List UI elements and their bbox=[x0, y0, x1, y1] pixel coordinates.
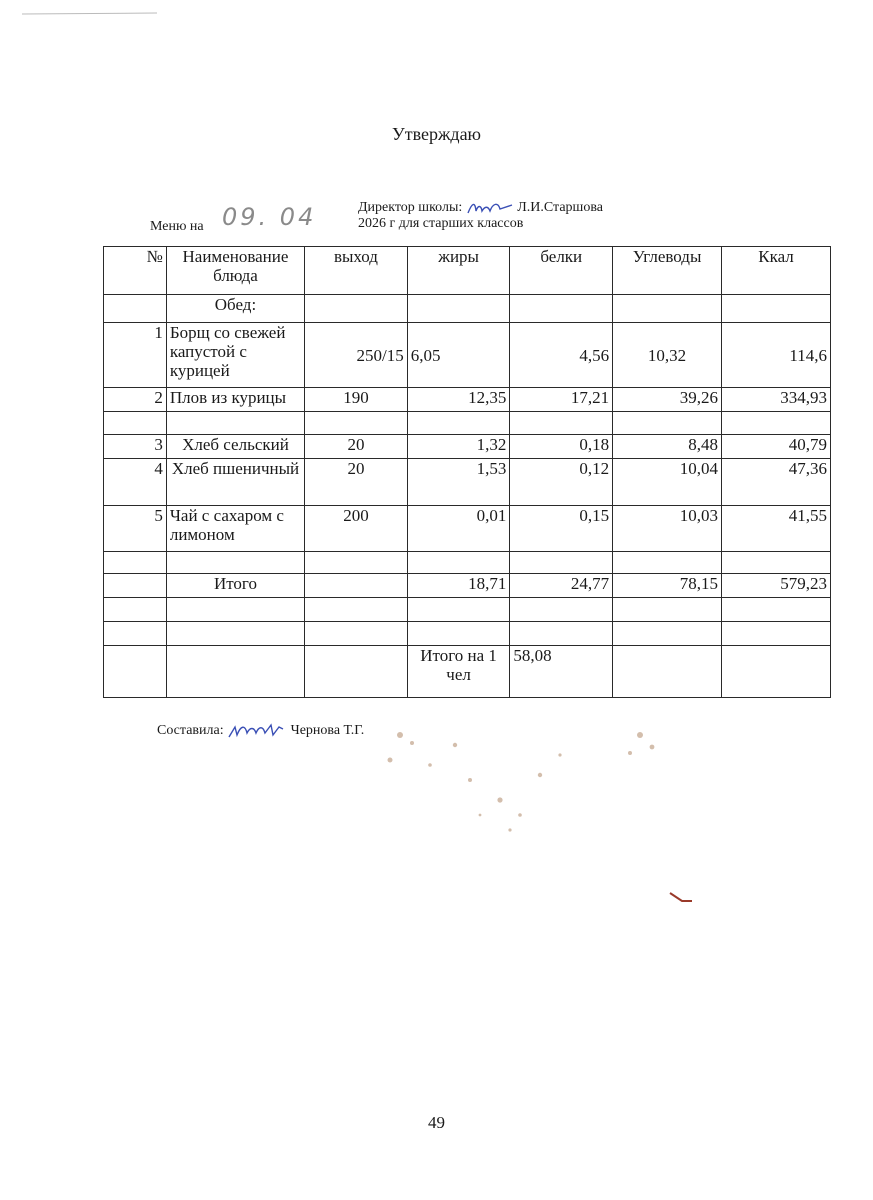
dish-output: 190 bbox=[305, 388, 408, 412]
dish-fat: 6,05 bbox=[407, 323, 510, 388]
table-row bbox=[104, 506, 831, 552]
empty-row bbox=[104, 552, 831, 574]
col-header-output: выход bbox=[305, 247, 408, 295]
dish-output: 20 bbox=[305, 435, 408, 459]
row-number: 4 bbox=[104, 459, 167, 506]
per-person-row bbox=[104, 646, 831, 698]
row-number: 5 bbox=[104, 506, 167, 552]
col-header-kcal: Ккал bbox=[722, 247, 831, 295]
dish-carbs: 10,32 bbox=[613, 323, 722, 388]
row-number: 2 bbox=[104, 388, 167, 412]
director-name: Л.И.Старшова bbox=[517, 200, 603, 216]
dish-protein: 4,56 bbox=[510, 323, 613, 388]
table-header-row bbox=[104, 247, 831, 295]
col-header-dish: Наименование блюда bbox=[166, 247, 304, 295]
table-row bbox=[104, 459, 831, 506]
total-fat: 18,71 bbox=[407, 574, 510, 598]
paper-stain bbox=[360, 705, 700, 925]
row-number: 1 bbox=[104, 323, 167, 388]
dish-name: Чай с сахаром с лимоном bbox=[166, 506, 304, 552]
page-number: 49 bbox=[428, 1113, 445, 1132]
composer-signature bbox=[227, 721, 287, 741]
dish-name: Плов из курицы bbox=[166, 388, 304, 412]
dish-kcal: 40,79 bbox=[722, 435, 831, 459]
dish-fat: 12,35 bbox=[407, 388, 510, 412]
table-row bbox=[104, 388, 831, 412]
per-person-value: 58,08 bbox=[510, 646, 613, 698]
total-kcal: 579,23 bbox=[722, 574, 831, 598]
approval-heading: Утверждаю bbox=[391, 124, 482, 144]
dish-protein: 0,18 bbox=[510, 435, 613, 459]
dish-output: 200 bbox=[305, 506, 408, 552]
dish-name: Борщ со свежей капустой с курицей bbox=[166, 323, 304, 388]
dish-carbs: 8,48 bbox=[613, 435, 722, 459]
composed-line bbox=[157, 721, 364, 741]
menu-date-handwritten: 09. 04 bbox=[222, 203, 317, 231]
col-header-protein: белки bbox=[510, 247, 613, 295]
dish-protein: 0,12 bbox=[510, 459, 613, 506]
dish-protein: 17,21 bbox=[510, 388, 613, 412]
dish-name: Хлеб сельский bbox=[166, 435, 304, 459]
menu-subtitle: 2026 г для старших классов bbox=[358, 216, 524, 231]
dish-kcal: 41,55 bbox=[722, 506, 831, 552]
col-header-carbs: Углеводы bbox=[613, 247, 722, 295]
scan-edge-mark bbox=[22, 11, 162, 17]
dish-output: 20 bbox=[305, 459, 408, 506]
menu-table bbox=[103, 246, 831, 698]
total-protein: 24,77 bbox=[510, 574, 613, 598]
table-row bbox=[104, 435, 831, 459]
empty-row bbox=[104, 412, 831, 435]
per-person-label: Итого на 1 чел bbox=[407, 646, 510, 698]
director-label: Директор школы: bbox=[358, 200, 463, 216]
dish-kcal: 47,36 bbox=[722, 459, 831, 506]
col-header-number: № bbox=[104, 247, 167, 295]
dish-kcal: 114,6 bbox=[722, 323, 831, 388]
director-line bbox=[358, 199, 603, 217]
dish-output: 250/15 bbox=[305, 323, 408, 388]
dish-carbs: 10,03 bbox=[613, 506, 722, 552]
table-row bbox=[104, 323, 831, 388]
section-label: Обед: bbox=[166, 295, 304, 323]
composer-name: Чернова Т.Г. bbox=[290, 723, 365, 739]
dish-carbs: 10,04 bbox=[613, 459, 722, 506]
section-row bbox=[104, 295, 831, 323]
empty-row bbox=[104, 622, 831, 646]
total-row bbox=[104, 574, 831, 598]
dish-fat: 1,53 bbox=[407, 459, 510, 506]
col-header-fat: жиры bbox=[407, 247, 510, 295]
total-label: Итого bbox=[166, 574, 304, 598]
director-signature bbox=[466, 199, 514, 217]
total-carbs: 78,15 bbox=[613, 574, 722, 598]
dish-kcal: 334,93 bbox=[722, 388, 831, 412]
dish-protein: 0,15 bbox=[510, 506, 613, 552]
menu-label: Меню на bbox=[150, 219, 204, 234]
dish-fat: 1,32 bbox=[407, 435, 510, 459]
dish-fat: 0,01 bbox=[407, 506, 510, 552]
composed-label: Составила: bbox=[157, 723, 224, 739]
dish-carbs: 39,26 bbox=[613, 388, 722, 412]
empty-row bbox=[104, 598, 831, 622]
row-number: 3 bbox=[104, 435, 167, 459]
dish-name: Хлеб пшеничный bbox=[166, 459, 304, 506]
